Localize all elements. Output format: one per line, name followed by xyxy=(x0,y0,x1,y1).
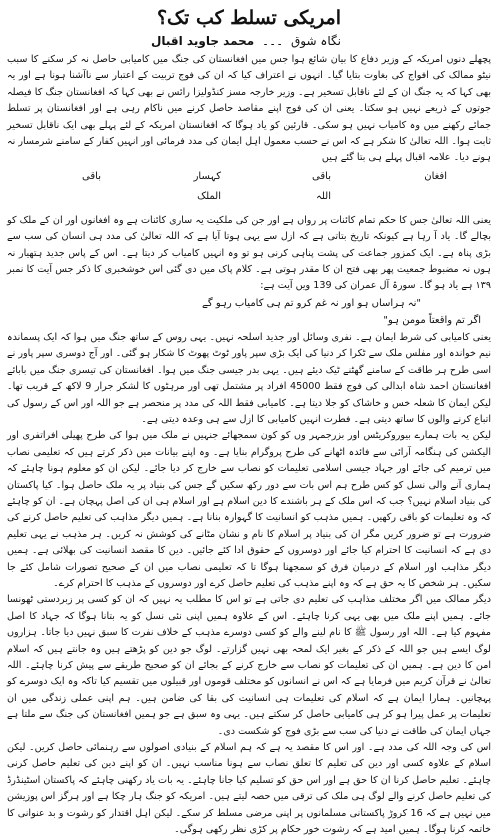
verse-cell: الملک xyxy=(197,190,221,202)
byline-separator: ۔۔۔ xyxy=(262,34,284,48)
verse-cell: باقی xyxy=(82,170,101,182)
verse-cell: افغان xyxy=(424,170,447,182)
paragraph: یعنی اللہ تعالیٰ جس کا حکم تمام کائنات پر رواں ہے اور جن کی ملکیت یہ ساری کائنات ہے وہ افغانوں اور ان کے ملک کو بچالے گا۔ یاد آ رہا ہے کیونکہ تاریخ بتاتی ہے کہ ازل سے یہی ہوتا آیا ہے کہ اللہ تعالیٰ کی مدد ہی انسان کی سب سے بڑی پناہ ہے۔ ایک کمزور جماعت کی پشت پناہی کرنی ہو تو وہ انہیں کامیاب کر دیتا ہے۔ اس کے پاس جدید ہتھیار نہ ہوں نہ مضبوط جمعیت پھر بھی فتح ان کا مقدر ہوتی ہے۔ کلام پاک میں دی گئی اس خوشخبری کا ذکر جس آیت کا نمبر ۱۳۹ ہے یاد ہو گا۔ سورۃ آل عمران کی 139 ویں آیت ہے: xyxy=(7,214,491,292)
verse-cell: باقی xyxy=(312,170,331,182)
quran-quote-line: "نہ ہراساں ہو اور نہ غم کرو تم ہی کامیاب رہو گے xyxy=(202,297,421,309)
paragraph: لیکن یہ بات ہمارے بیوروکریٹس اور بزرجمہر وں کو کون سمجھائے جنہیں نے ملک میں ہوا کی طرح پھیلی افراتفری اور الیکشن کی ہنگامہ آرائی سے فائدہ اٹھانے کی طرح پروگرام بنایا ہے۔ وہ اپنے بیانات میں ذکر کرتے ہیں کہ تعلیمی نصاب میں ترمیم کی جائے اور جہاد جیسی اسلامی تعلیمات کو نصاب سے خارج کر دیا جائے۔ لیکن ان کو معلوم ہونا چاہئے کہ ہماری آنے والی نسل کو کس طرح ہم اس بات سے دور رکھ سکیں گے جس کی بنیاد پر یہ ملک حاصل ہوا۔ کیا پاکستان کی بنیاد اسلام نہیں؟ جب کہ اس ملک کے ہر باشندے کا دین اسلام ہے اور اسلام ہی ان کی اصل پہچان ہے۔ ان کو چاہئے کہ وہ تعلیمات کو باقی رکھیں۔ ہمیں مذہب کو انسانیت کا گہوارہ بنانا ہے۔ ہمیں دیگر مذاہب کی تعلیم حاصل کرنے کی ضرورت ہے تو ضرور کریں مگر ان کی بنیاد پر اسلام کا نام و نشان مٹانے کی کوشش نہ کریں۔ ہر مذہب نے یہی تعلیم دی ہے کہ انسانیت کا احترام کیا جائے اور دوسروں کے حقوق ادا کئے جائیں۔ دین کا مقصد انسانیت کی بھلائی ہے۔ ہمیں دیگر مذاہب اور اسلام کے درمیان فرق کو سمجھنا ہوگا تا کہ تعلیمی نصاب میں ان کے صحیح تصورات شامل کئے جا سکیں۔ ہر شخص کا یہ حق ہے کہ وہ اپنے مذہب کی تعلیم حاصل کرے اور دوسروں کے مذہب کا احترام کرے۔ xyxy=(7,430,491,589)
byline xyxy=(7,32,491,50)
verse-grid xyxy=(7,167,491,213)
verse-cell: اللہ xyxy=(316,190,331,202)
author-name: محمد جاوید اقبال xyxy=(150,34,255,48)
quran-quote-line: اگر تم واقعتاً مومن ہو" xyxy=(383,314,481,326)
paragraph-intro: پچھلے دنوں امریکہ کے وزیر دفاع کا بیان شائع ہوا جس میں افغانستان کی جنگ میں کامیابی حاصل نہ کر سکنے کا سبب نیٹو ممالک کی افواج کی بغاوت بتایا گیا۔ انہوں نے اعتراف کیا کہ ان کی فوج تربیت کے اعتبار سے ناآشنا ہونا ہے اور یہ بھی کہا کہ یہ جنگ ان کے لئے ناقابل تسخیر ہے۔ وزیر خارجہ مسز کنڈولیزا رائس نے بھی کہا کہ افغانستان جنگ کا فیصلہ جوتوں کے ذریعے نہیں ہو سکتا۔ یعنی ان کی فوج اپنے مقاصد حاصل کرنے میں ناکام رہی ہے اور افغانستان پر تسلط جمائے رکھنے میں وہ کامیاب نہیں ہو سکی۔ قارئین کو یاد ہوگا کہ افغانستان امریکہ کے لئے پہلے بھی ایک ناقابل تسخیر ثابت ہوا۔ اللہ تعالیٰ کا شکر ہے کہ اس نے حسب معمول اہل ایمان کی مدد فرمائی اور انہیں کفار کے سامنے شرمسار نہ ہونے دیا۔ علامہ اقبال پہلے ہی بتا گئے ہیں xyxy=(7,54,491,164)
paragraph: اس کی وجہ اللہ کی مدد ہے۔ اور اس کا مقصد یہ ہے کہ ہم اسلام کے بنیادی اصولوں سے رہنمائی حاصل کریں۔ لیکن اسلام کے علاوہ کسی اور دین کی تعلیم کا تعلق نصاب سے ہونا مناسب نہیں۔ ان کو اپنے دین کی تعلیم حاصل کرنی چاہئے۔ تعلیم حاصل کرنا ان کا حق ہے اور اس حق کو تسلیم کیا جانا چاہئے۔ یہ بات یاد رکھنی چاہئے کہ پاکستان اسٹینڈرڈ کی تعلیم حاصل کرنے والے لوگ ہی ملک کی ترقی میں حصہ لیتے ہیں۔ امریکہ کو جنگ ہار چکا ہے اور ہرگز اس پوزیشن میں نہیں ہے کہ 16 کروڑ پاکستانی مسلمانوں پر اپنی مرضی مسلط کر سکے۔ لیکن اہل اقتدار کو رشوت و بد عنوانی کا خاتمہ کرنا ہوگا۔ ہمیں امید ہے کہ رشوت خور حکام پر کڑی نظر رکھی ہوگی۔ xyxy=(7,742,491,836)
paragraph: دیگر ممالک میں اگر مختلف مذاہب کی تعلیم دی جاتی ہے تو اس کا مطلب یہ نہیں کہ ان کو کسی پر زبردستی ٹھونسا جائے۔ ہمیں اپنے ملک میں بھی یہی کرنا چاہئے۔ اس کے علاوہ ہمیں اپنی نئی نسل کو یہ بتانا ہوگا کہ جہاد کا اصل مفہوم کیا ہے۔ اللہ اور رسول ﷺ کا نام لینے والے کو کسی دوسرے مذہب کے خلاف نفرت کا سبق نہیں دیا جاتا۔ ہزاروں لوگ ایسے ہیں جو اللہ کے ذکر کے بغیر ایک لمحہ بھی نہیں گزارتے۔ لوگ جو دین کو پڑھتے ہیں وہ جانتے ہیں کہ اسلام امن کا دین ہے۔ ہمیں ان کی تعلیمات کو نصاب سے خارج کرنے کے بجائے ان کو صحیح طریقے سے پیش کرنا چاہئے۔ اللہ تعالیٰ نے قرآن کریم میں فرمایا ہے کہ اس نے انسانوں کو مختلف قوموں اور قبیلوں میں تقسیم کیا تاکہ وہ ایک دوسرے کو پہچانیں۔ ہمارا ایمان ہے کہ اسلام کی تعلیمات ہی انسانیت کی بقا کی ضامن ہیں۔ ہم اپنی عملی زندگی میں ان تعلیمات پر عمل پیرا ہو کر ہی کامیابی حاصل کر سکتے ہیں۔ یہی وہ سبق ہے جو ہمیں افغانستان کی جنگ سے ملتا ہے جہاں ایمان کی طاقت نے دنیا کی سب سے بڑی فوج کو شکست دی۔ xyxy=(7,594,491,737)
column-name: نگاہ شوق xyxy=(290,34,341,48)
paragraph: یعنی کامیابی کی شرط ایمان ہے۔ نفری وسائل اور جدید اسلحہ نہیں۔ یہی روس کے ساتھ جنگ میں ہوا کہ ایک پسماندہ نیم خواندہ اور مفلس ملک سے ٹکرا کر دنیا کی ایک بڑی سپر پاور ٹوٹ پھوٹ کا شکار ہو گئی۔ اور آج دوسری سپر پاور نے اسی طرح ہر طاقت کے سامنے گھٹنے ٹیک دیئے ہیں۔ یہی بدر جیسی جنگ میں ہوا۔ افغانستان کی تیسری جنگ میں بابائے افغانستان احمد شاہ ابدالی کی فوج فقط 45000 افراد پر مشتمل تھی اور مرہٹوں کا لشکر جرار 9 لاکھ کے قریب تھا۔ لیکن ایمان کا شعلہ خس و خاشاک کو جلا دیتا ہے۔ کامیابی فقط اللہ کی مدد پر منحصر ہے جو اللہ اور اس کے رسول کی اتباع کرنے والوں کا ساتھ دیتی ہے۔ فطرت انہیں کامیابی کا ازل سے ہی وعدہ دیتی ہے۔ xyxy=(7,331,491,425)
article-title: امریکی تسلط کب تک؟ xyxy=(156,7,342,29)
verse-cell: کہسار xyxy=(193,170,221,182)
